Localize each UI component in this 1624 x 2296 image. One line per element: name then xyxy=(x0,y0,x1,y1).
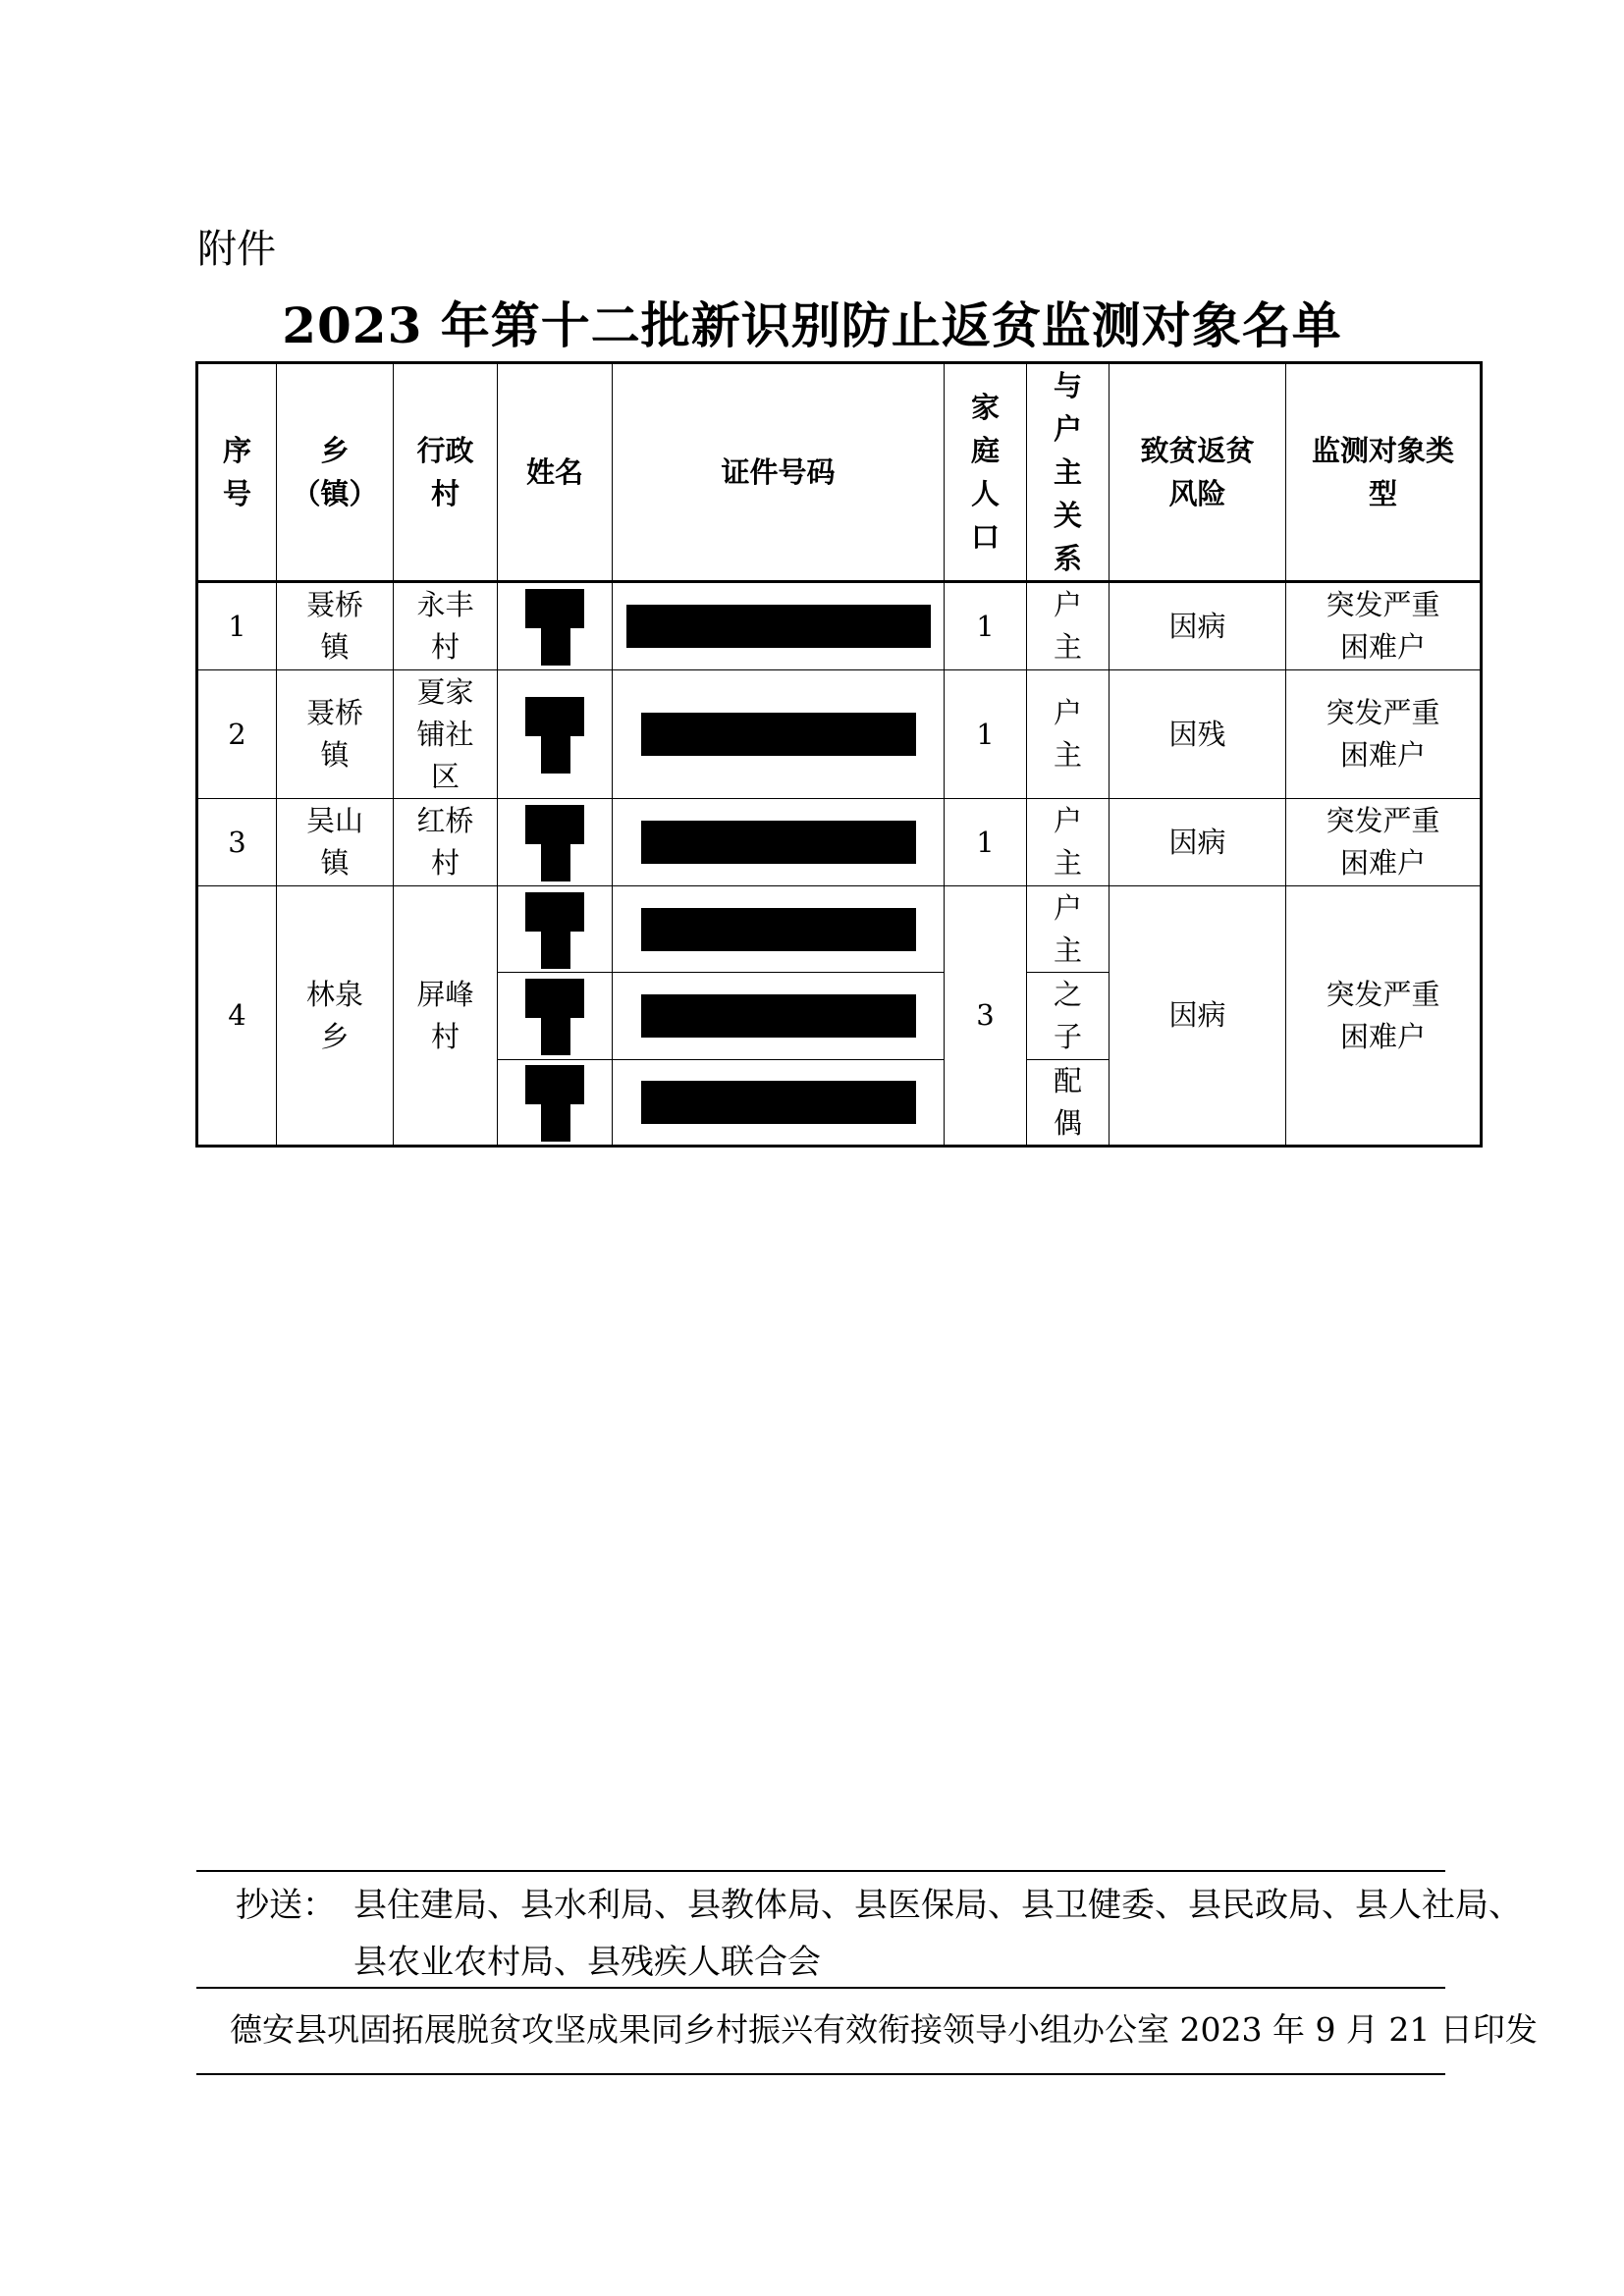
cell-risk: 因病 xyxy=(1110,799,1286,886)
relation-text: 户 主 xyxy=(1053,588,1082,664)
issuer-line: 德安县巩固拓展脱贫攻坚成果同乡村振兴有效衔接领导小组办公室 2023 年 9 月 21 日印发 xyxy=(230,2010,1538,2049)
village-text: 永丰 村 xyxy=(416,588,474,664)
header-monitor-type xyxy=(1286,363,1482,582)
header-id-number: 证件号码 xyxy=(613,363,945,582)
monitoring-roster-table xyxy=(195,361,1483,1148)
cc-bottom-rule xyxy=(196,1987,1445,1989)
township-text: 吴山 镇 xyxy=(305,804,363,880)
cc-top-rule xyxy=(196,1870,1445,1872)
cell-relation xyxy=(1027,973,1110,1060)
header-household-size xyxy=(945,363,1027,582)
cell-household-size: 1 xyxy=(945,670,1027,799)
cell-relation xyxy=(1027,1060,1110,1147)
relation-text: 户 主 xyxy=(1053,890,1082,967)
relation-text: 户 主 xyxy=(1053,804,1082,880)
cell-township xyxy=(277,799,394,886)
cell-id-redacted xyxy=(613,1060,945,1147)
header-household-size-text: 家 庭 人 口 xyxy=(970,391,1000,554)
header-relation xyxy=(1027,363,1110,582)
table-row xyxy=(197,582,1482,670)
cell-village xyxy=(394,799,498,886)
cell-name-redacted xyxy=(498,886,613,973)
issuer-bottom-rule xyxy=(196,2073,1445,2075)
header-township xyxy=(277,363,394,582)
cell-monitor-type xyxy=(1286,670,1482,799)
cell-name-redacted xyxy=(498,670,613,799)
attachment-label: 附件 xyxy=(197,227,276,272)
id-redaction xyxy=(641,821,916,864)
relation-text: 户 主 xyxy=(1053,696,1082,772)
cell-village xyxy=(394,670,498,799)
cell-household-size: 1 xyxy=(945,582,1027,670)
relation-text: 之 子 xyxy=(1053,978,1082,1053)
cell-seq: 4 xyxy=(197,886,277,1147)
name-redaction xyxy=(525,979,584,1053)
cell-risk: 因病 xyxy=(1110,886,1286,1147)
header-risk-text: 致贫返贫 风险 xyxy=(1140,434,1255,510)
village-text: 屏峰 村 xyxy=(416,977,474,1053)
header-village-text: 行政 村 xyxy=(416,434,474,510)
header-row xyxy=(197,363,1482,582)
village-text: 红桥 村 xyxy=(416,804,474,880)
cell-risk: 因病 xyxy=(1110,582,1286,670)
village-text: 夏家 铺社 区 xyxy=(416,674,474,793)
monitor-type-text: 突发严重 困难户 xyxy=(1326,696,1440,772)
name-redaction xyxy=(525,805,584,880)
relation-text: 配 偶 xyxy=(1053,1064,1082,1140)
header-village xyxy=(394,363,498,582)
name-redaction xyxy=(525,697,584,772)
cell-township xyxy=(277,670,394,799)
cell-village xyxy=(394,582,498,670)
table-row xyxy=(197,886,1482,973)
cell-village xyxy=(394,886,498,1147)
cell-id-redacted xyxy=(613,582,945,670)
document-title: 2023 年第十二批新识别防止返贫监测对象名单 xyxy=(282,296,1342,354)
table-row xyxy=(197,670,1482,799)
header-seq-text: 序 号 xyxy=(222,434,251,510)
township-text: 林泉 乡 xyxy=(305,977,363,1053)
id-redaction xyxy=(641,994,916,1038)
cell-household-size: 3 xyxy=(945,886,1027,1147)
monitor-type-text: 突发严重 困难户 xyxy=(1326,977,1440,1053)
cell-monitor-type xyxy=(1286,582,1482,670)
cell-risk: 因残 xyxy=(1110,670,1286,799)
cell-name-redacted xyxy=(498,973,613,1060)
id-redaction xyxy=(641,713,916,756)
header-name: 姓名 xyxy=(498,363,613,582)
cell-name-redacted xyxy=(498,799,613,886)
name-redaction xyxy=(525,589,584,664)
cc-block xyxy=(236,1877,1522,1991)
cell-monitor-type xyxy=(1286,799,1482,886)
cell-household-size: 1 xyxy=(945,799,1027,886)
id-redaction xyxy=(641,1081,916,1124)
cc-recipients-2: 县农业农村局、县残疾人联合会 xyxy=(353,1943,821,1982)
cell-name-redacted xyxy=(498,1060,613,1147)
header-seq xyxy=(197,363,277,582)
cell-seq: 1 xyxy=(197,582,277,670)
name-redaction xyxy=(525,892,584,967)
cell-relation xyxy=(1027,582,1110,670)
cc-recipients-1: 县住建局、县水利局、县教体局、县医保局、县卫健委、县民政局、县人社局、 xyxy=(353,1886,1522,1925)
id-redaction xyxy=(626,605,931,648)
township-text: 聂桥 镇 xyxy=(305,696,363,772)
cc-label: 抄送： xyxy=(236,1886,336,1925)
monitor-type-text: 突发严重 困难户 xyxy=(1326,588,1440,664)
cell-seq: 3 xyxy=(197,799,277,886)
name-redaction xyxy=(525,1065,584,1140)
cell-id-redacted xyxy=(613,886,945,973)
cc-line-1 xyxy=(236,1877,1522,1934)
header-monitor-type-text: 监测对象类 型 xyxy=(1311,434,1454,510)
cell-relation xyxy=(1027,670,1110,799)
header-township-text: 乡 （镇） xyxy=(292,434,378,510)
header-relation-text: 与 户 主 关 系 xyxy=(1053,369,1082,575)
cell-seq: 2 xyxy=(197,670,277,799)
cell-monitor-type xyxy=(1286,886,1482,1147)
cell-township xyxy=(277,886,394,1147)
id-redaction xyxy=(641,908,916,951)
cell-name-redacted xyxy=(498,582,613,670)
cell-relation xyxy=(1027,886,1110,973)
township-text: 聂桥 镇 xyxy=(305,588,363,664)
cell-id-redacted xyxy=(613,973,945,1060)
monitor-type-text: 突发严重 困难户 xyxy=(1326,804,1440,880)
table-row xyxy=(197,799,1482,886)
cell-relation xyxy=(1027,799,1110,886)
cell-id-redacted xyxy=(613,670,945,799)
cell-township xyxy=(277,582,394,670)
cell-id-redacted xyxy=(613,799,945,886)
header-risk xyxy=(1110,363,1286,582)
